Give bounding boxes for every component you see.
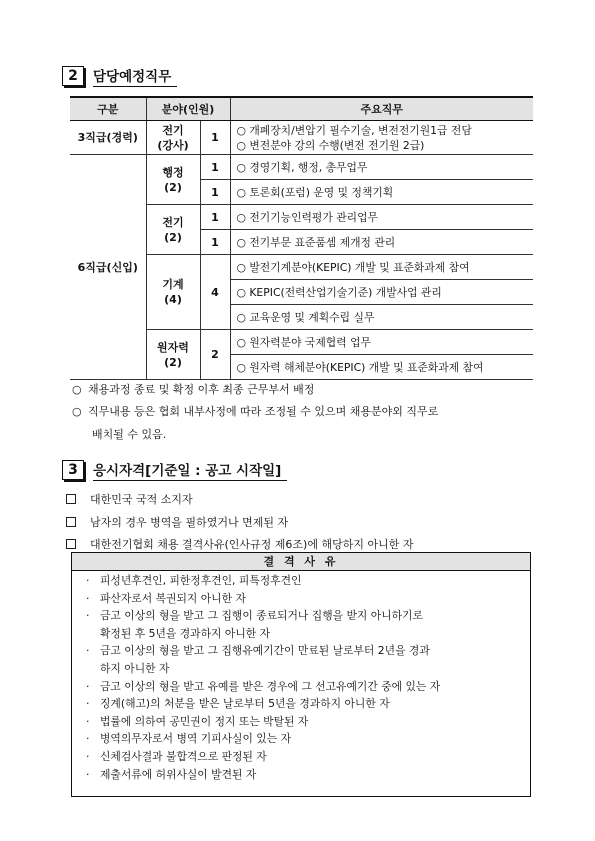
count-cell: 1 [200, 205, 230, 230]
header-duties: 주요직무 [230, 97, 533, 121]
note-text: 채용과정 종료 및 확정 이후 최종 근무부서 배정 [88, 383, 315, 396]
duty-cell: ○ 전기부문 표준품셈 제개정 관리 [230, 230, 533, 255]
duty-cell: ○ 발전기계분야(KEPIC) 개발 및 표준화과제 참여 [230, 255, 533, 280]
duty-cell [230, 121, 533, 155]
section-2-heading [62, 64, 177, 88]
disqualification-text: 징계(해고)의 처분을 받은 날로부터 5년을 경과하지 아니한 자 [100, 697, 390, 711]
disqualification-item [72, 642, 530, 660]
count-cell: 1 [200, 180, 230, 205]
section-title: 담당예정직무 [93, 65, 177, 87]
section-3-heading [62, 458, 287, 482]
field-cell: 전기 (2) [146, 205, 200, 255]
duty-cell: ○ 원자력분야 국제협력 업무 [230, 330, 533, 355]
bullet-dot-icon: · [86, 644, 90, 658]
count-cell: 2 [200, 330, 230, 380]
duty-line: ○ 변전분야 강의 수행(변전 전기원 2급) [236, 138, 425, 152]
disqualification-box [71, 552, 531, 797]
grade-cell: 6직급(신입) [70, 155, 146, 380]
disqualification-item [72, 607, 530, 625]
bullet-dot-icon: · [86, 697, 90, 711]
count-cell: 4 [200, 255, 230, 330]
count-cell: 1 [200, 230, 230, 255]
disqualification-item [72, 660, 530, 678]
duty-cell: ○ 경영기획, 행정, 총무업무 [230, 155, 533, 180]
table-row [70, 155, 533, 180]
bullet-dot-icon: · [86, 609, 90, 623]
bullet-dot-icon: · [86, 591, 90, 605]
table-row [70, 121, 533, 155]
disqualification-item [72, 730, 530, 748]
disqualification-item [72, 625, 530, 643]
disqualification-item [72, 766, 530, 784]
checkbox-icon [66, 517, 76, 527]
disqualification-item [72, 590, 530, 608]
checkbox-icon [66, 539, 76, 549]
disqualification-text: 파산자로서 복권되지 아니한 자 [100, 591, 246, 605]
note-text: 직무내용 등은 협회 내부사정에 따라 조정될 수 있으며 채용분야외 직무로 [88, 405, 439, 418]
disqualification-list [72, 571, 530, 783]
qualification-text: 대한전기협회 채용 결격사유(인사규정 제6조)에 해당하지 아니한 자 [90, 538, 414, 551]
duty-table [70, 96, 533, 380]
bullet-dot-icon: · [86, 767, 90, 781]
qualification-item [66, 536, 413, 552]
checkbox-icon [66, 494, 76, 504]
count-cell: 1 [200, 121, 230, 155]
count-cell: 1 [200, 155, 230, 180]
field-cell: 전기 (강사) [146, 121, 200, 155]
header-field: 분야(인원) [146, 97, 230, 121]
table-header-row [70, 97, 533, 121]
bullet-dot-icon: · [86, 732, 90, 746]
bullet-dot-icon: · [86, 574, 90, 587]
field-cell: 행정 (2) [146, 155, 200, 205]
grade-cell: 3직급(경력) [70, 121, 146, 155]
disqualification-item [72, 695, 530, 713]
disqualification-text: 신체검사결과 불합격으로 판정된 자 [100, 749, 267, 763]
note-item [72, 404, 542, 420]
note-item [72, 382, 542, 398]
disqualification-text: 법률에 의하여 공민권이 정지 또는 박탈된 자 [100, 714, 309, 728]
duty-line: ○ 개폐장치/변압기 필수기술, 변전전기원1급 전담 [236, 123, 472, 137]
note-continuation: 배치될 수 있음. [92, 428, 167, 441]
duty-cell: ○ 토론회(포럼) 운영 및 정책기획 [230, 180, 533, 205]
qualification-item [66, 514, 288, 530]
disqualification-text: 금고 이상의 형을 받고 그 집행유예기간이 만료된 날로부터 2년을 경과 [100, 644, 430, 658]
disqualification-text: 병역의무자로서 병역 기피사실이 있는 자 [100, 732, 292, 746]
section-number: 3 [62, 460, 84, 480]
bullet-dot-icon: · [86, 714, 90, 728]
disqualification-text: 피성년후견인, 피한정후견인, 피특정후견인 [100, 574, 302, 587]
circle-bullet-icon: ○ [72, 383, 82, 396]
disqualification-text: 금고 이상의 형을 받고 그 집행이 종료되거나 집행을 받지 아니하기로 [100, 609, 423, 623]
duty-cell: ○ 원자력 해체분야(KEPIC) 개발 및 표준화과제 참여 [230, 355, 533, 380]
disqualification-text: 확정된 후 5년을 경과하지 아니한 자 [100, 626, 271, 640]
field-cell: 원자력 (2) [146, 330, 200, 380]
disqualification-text: 금고 이상의 형을 받고 유예를 받은 경우에 그 선고유예기간 중에 있는 자 [100, 679, 441, 693]
section-number: 2 [62, 66, 84, 86]
disqualification-text: 하지 아니한 자 [100, 661, 170, 675]
duty-cell: ○ 전기기능인력평가 관리업무 [230, 205, 533, 230]
bullet-dot-icon: · [86, 749, 90, 763]
disqualification-item [72, 572, 530, 590]
qualification-text: 남자의 경우 병역을 필하였거나 면제된 자 [90, 516, 289, 529]
disqualification-header: 결 격 사 유 [72, 553, 530, 571]
section-title: 응시자격[기준일 : 공고 시작일] [93, 459, 287, 481]
disqualification-item [72, 748, 530, 766]
bullet-dot-icon: · [86, 679, 90, 693]
circle-bullet-icon: ○ [72, 405, 82, 418]
disqualification-item [72, 678, 530, 696]
field-cell: 기계 (4) [146, 255, 200, 330]
disqualification-item [72, 713, 530, 731]
disqualification-text: 제출서류에 허위사실이 발견된 자 [100, 767, 257, 781]
header-category: 구분 [70, 97, 146, 121]
duty-cell: ○ KEPIC(전력산업기술기준) 개발사업 관리 [230, 280, 533, 305]
duty-cell: ○ 교육운영 및 계획수립 실무 [230, 305, 533, 330]
qualification-text: 대한민국 국적 소지자 [90, 493, 193, 506]
qualification-item [66, 491, 193, 507]
